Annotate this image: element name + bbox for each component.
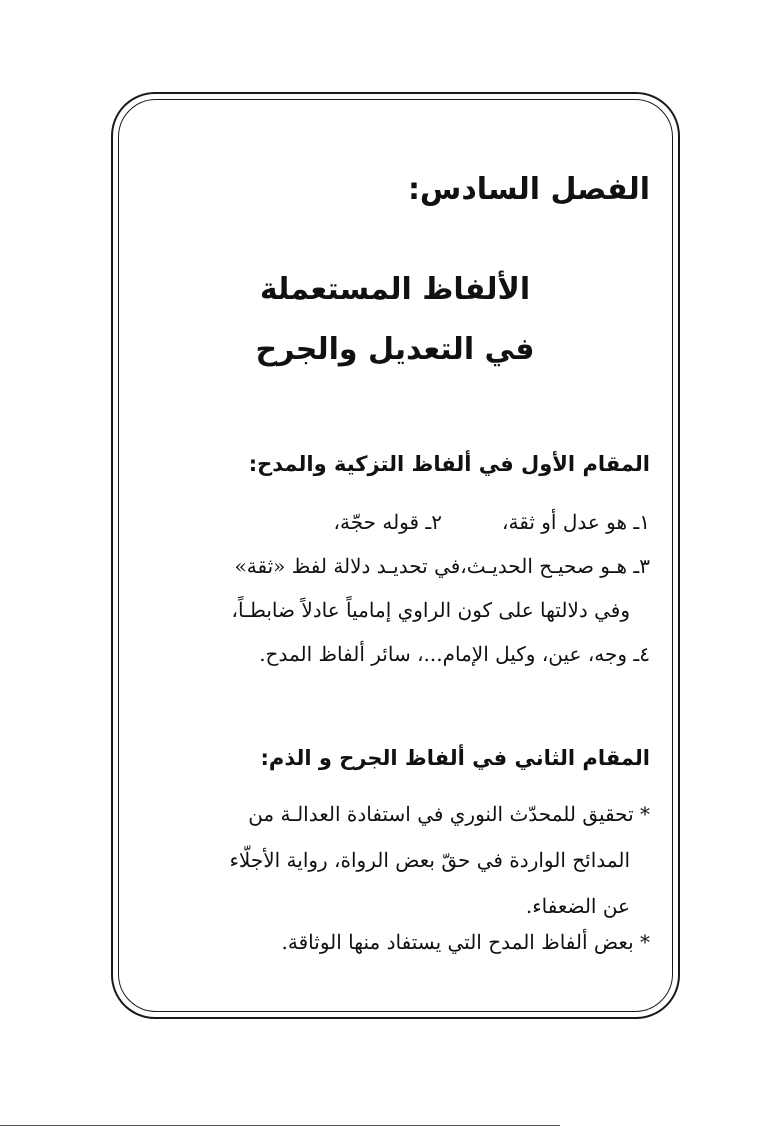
chapter-title: الفصل السادس: — [407, 172, 650, 207]
section-2-heading: المقام الثاني في ألفاظ الجرح و الذم: — [260, 746, 650, 770]
section-2-item-1-continuation-2: عن الضعفاء. — [525, 894, 630, 918]
section-1-item-1: ١ـ هو عدل أو ثقة، — [502, 510, 650, 534]
section-1-item-4: ٤ـ وجه، عين، وكيل الإمام...، سائر ألفاظ المدح. — [259, 642, 650, 666]
section-1-item-3-continuation: وفي دلالتها على كون الراوي إمامياً عادلاً ضابطـاً، — [231, 598, 630, 622]
section-2-item-2: * بعض ألفاظ المدح التي يستفاد منها الوثاقة. — [281, 930, 650, 954]
section-1-item-3: ٣ـ هـو صحيـح الحديـث،في تحديـد دلالة لفظ «ثقة» — [234, 554, 650, 578]
main-title-line-2: في التعديل والجرح — [255, 332, 535, 367]
section-2-item-1: * تحقيق للمحدّث النوري في استفادة العدالـة من — [248, 802, 650, 826]
bottom-scan-line — [0, 1125, 560, 1126]
section-1-heading: المقام الأول في ألفاظ التزكية والمدح: — [248, 452, 650, 476]
section-1-item-2: ٢ـ قوله حجّة، — [333, 510, 443, 534]
section-1-row-1 — [334, 510, 650, 534]
main-title-line-1: الألفاظ المستعملة — [259, 272, 531, 307]
section-2-item-1-continuation-1: المدائح الواردة في حقّ بعض الرواة، رواية الأجلّاء — [229, 848, 630, 872]
